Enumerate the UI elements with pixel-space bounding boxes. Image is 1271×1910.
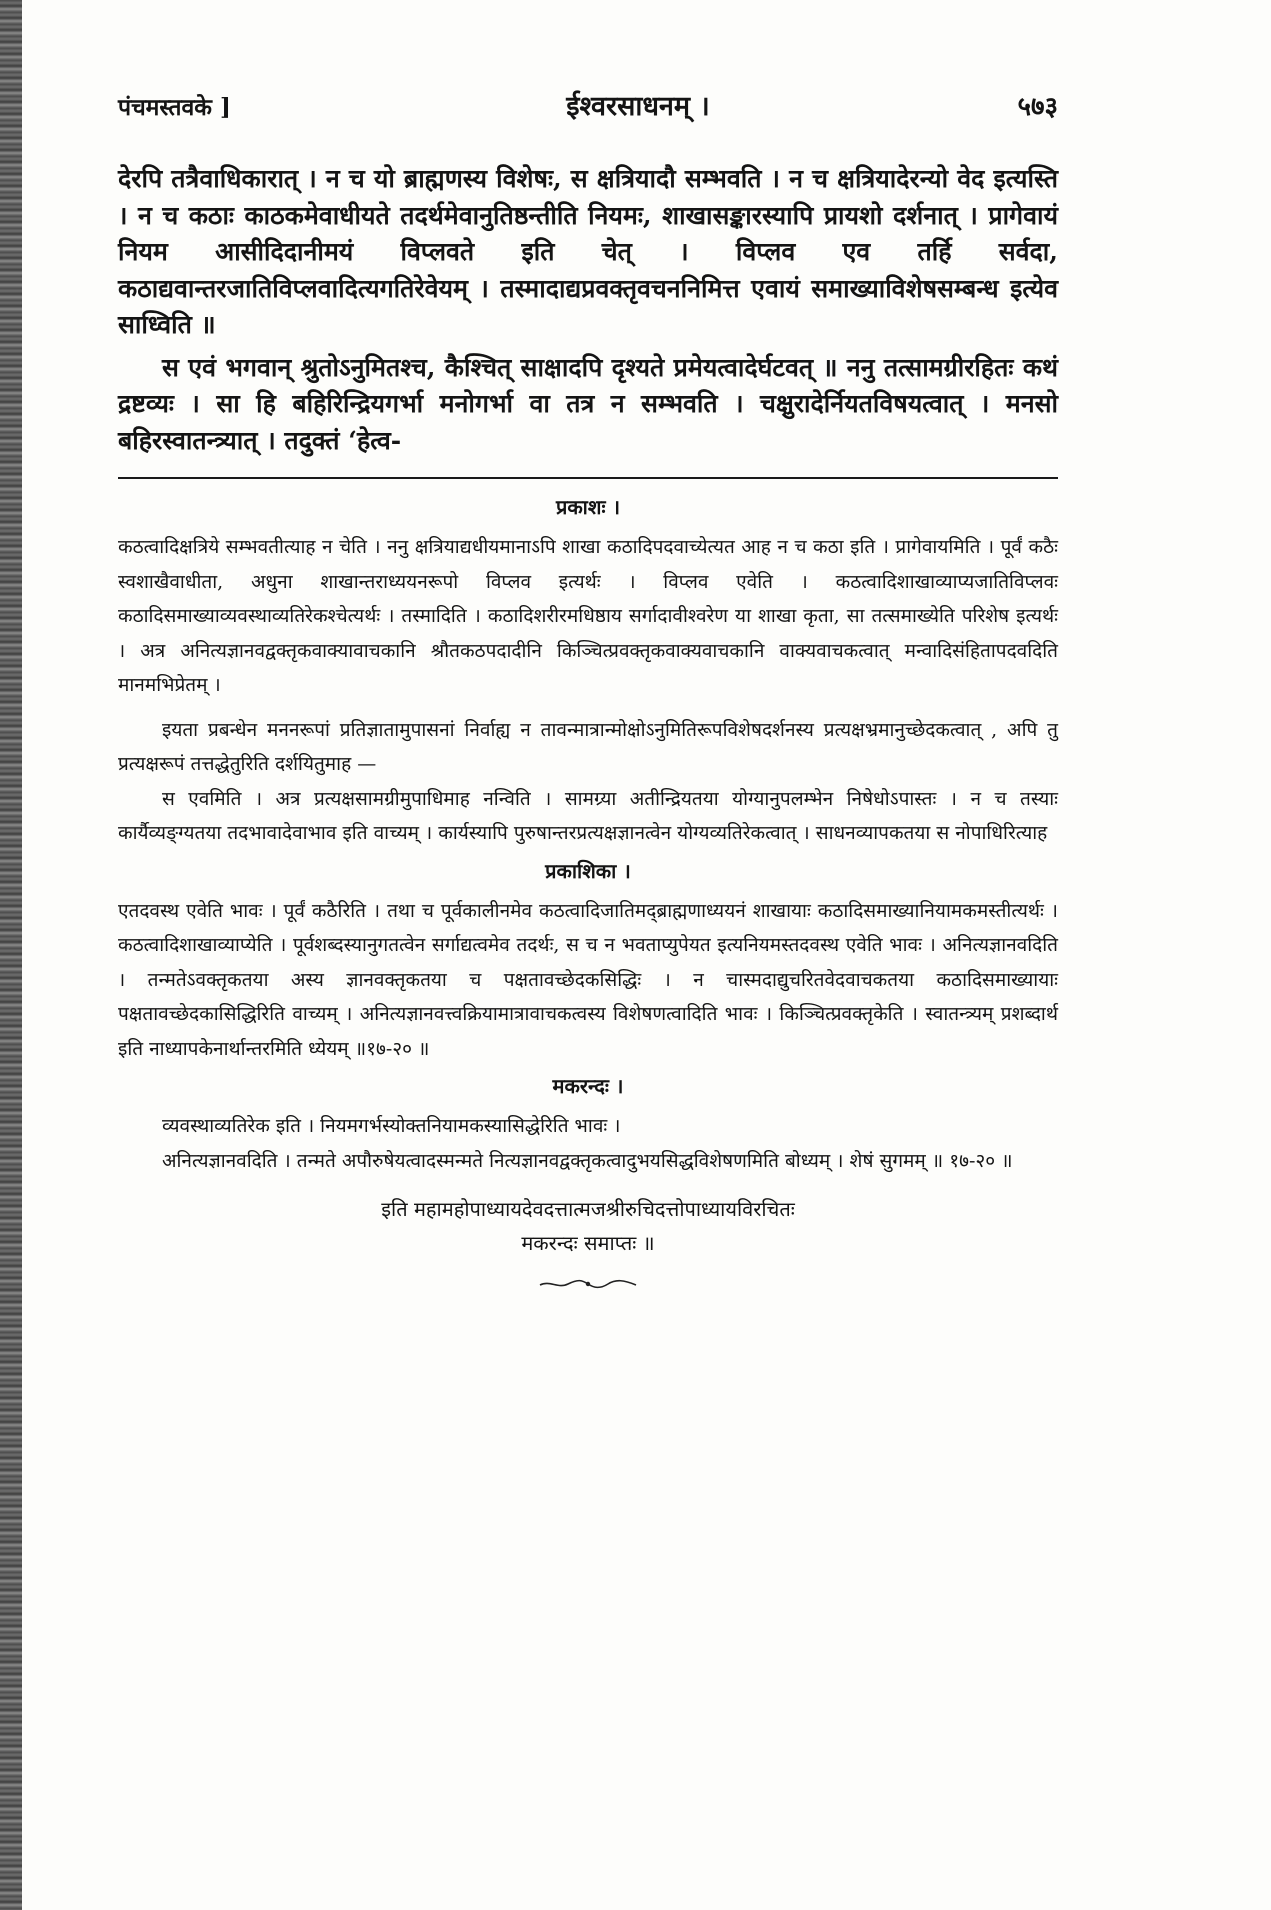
binding-edge [0,0,22,1910]
commentary-paragraph: एतदवस्थ एवेति भावः । पूर्वं कठैरिति । तथा च पूर्वकालीनमेव कठत्वादिजातिमद्ब्राह्मणाध्ययनं शाखायाः कठादिसमाख्यानियामकमस्तीत्यर्थः । कठत्वादिशाखाव्याप्येति । पूर्वशब्दस्यानुगतत्वेन सर्गाद्यत्वमेव तदर्थः, स च न भवताप्युपेयत इत्यनियमस्तदवस्थ एवेति भावः । अनित्यज्ञानवदिति । तन्मतेऽवक्तृकतया अस्य ज्ञानवक्तृकतया च पक्षतावच्छेदकसिद्धिः । न चास्मदाद्युचरितवेदवाचकतया कठादिसमाख्यायाः पक्षतावच्छेदकासिद्धिरिति वाच्यम् । अनित्यज्ञानवत्त्वक्रियामात्रावाचकत्वस्य विशेषणत्वादिति भावः । किञ्चित्प्रवक्तृकेति । स्वातन्त्र्यम् प्रशब्दार्थ इति नाध्यापकेनार्थान्तरमिति ध्येयम् ॥१७-२० ॥ [118,899,1058,1060]
main-paragraph: स एवं भगवान् श्रुतोऽनुमितश्च, कैश्चित् साक्षादपि दृश्यते प्रमेयत्वादेर्घटवत् ॥ ननु तत्सामग्रीरहितः कथं द्रष्टव्यः । सा हि बहिरिन्द्रियगर्भा मनोगर्भा वा तत्र न सम्भवति । चक्षुरादेर्नियतविषयत्वात् । मनसो बहिरस्वातन्त्र्यात् । तदुक्तं ‘हेत्व- [118,352,1058,455]
main-paragraph: देरपि तत्रैवाधिकारात् । न च यो ब्राह्मणस्य विशेषः, स क्षत्रियादौ सम्भवति । न च क्षत्रियादेरन्यो वेद इत्यस्ति । न च कठाः काठकमेवाधीयते तदर्थमेवानुतिष्ठन्तीति नियमः, शाखासङ्कारस्यापि प्रायशो दर्शनात् । प्रागेवायं नियम आसीदिदानीमयं विप्लवते इति चेत् । विप्लव एव तर्हि सर्वदा, कठाद्यवान्तरजातिविप्लवादित्यगतिरेवेयम् । तस्मादाद्यप्रवक्तृवचननिमित्त एवायं समाख्याविशेषसम्बन्ध इत्येव साध्विति ॥ [118,164,1058,339]
running-head-section: पंचमस्तवके ] [118,94,231,121]
commentary-paragraph: कठत्वादिक्षत्रिये सम्भवतीत्याह न चेति । ननु क्षत्रियाद्यधीयमानाऽपि शाखा कठादिपदवाच्येत्यत आह न च कठा इति । प्रागेवायमिति । पूर्वं कठैः स्वशाखैवाधीता, अधुना शाखान्तराध्ययनरूपो विप्लव इत्यर्थः । विप्लव एवेति । कठत्वादिशाखाव्याप्यजातिविप्लवः कठादिसमाख्याव्यवस्थाव्यतिरेकश्चेत्यर्थः । तस्मादिति । कठादिशरीरमधिष्ठाय सर्गादावीश्वरेण या शाखा कृता, सा तत्समाख्येति परिशेष इत्यर्थः । अत्र अनित्यज्ञानवद्वक्तृकवाक्यावाचकानि श्रौतकठपदादीनि किञ्चित्प्रवक्तृकवाक्यवाचकानि वाक्यवाचकत्वात् मन्वादिसंहितापदवदिति मानमभिप्रेतम् । [118,536,1058,696]
makaranda-heading: मकरन्दः । [552,1074,624,1098]
colophon [118,1192,1058,1290]
makaranda-commentary [118,1072,1058,1178]
prakashika-heading: प्रकाशिका । [545,858,631,883]
commentary-paragraph: स एवमिति । अत्र प्रत्यक्षसामग्रीमुपाधिमाह नन्विति । सामग्र्या अतीन्द्रियतया योग्यानुपलम्भेन निषेधोऽपास्तः । न च तस्याः कार्यैव्यङ्ग्यतया तदभावादेवाभाव इति वाच्यम् । कार्यस्यापि पुरुषान्तरप्रत्यक्षज्ञानत्वेन योग्यव्यतिरेकत्वात् । साधनव्यापकतया स नोपाधिरित्याह [118,787,1058,844]
colophon-end: मकरन्दः समाप्तः ॥ [521,1231,655,1255]
commentary-paragraph: व्यवस्थाव्यतिरेक इति । नियमगर्भस्योक्तनियामकस्यासिद्धेरिति भावः । [162,1115,621,1137]
main-text [118,161,1058,459]
ornament-icon [538,1278,638,1290]
prakasha-commentary [118,493,1058,851]
running-head-title: ईश्वरसाधनम् । [566,91,710,122]
running-head [118,86,1058,123]
section-divider [118,477,1058,479]
commentary-paragraph: अनित्यज्ञानवदिति । तन्मते अपौरुषेयत्वादस्मन्मते नित्यज्ञानवद्वक्तृकत्वादुभयसिद्धविशेषणमिति बोध्यम् । शेषं सुगमम् ॥ १७-२० ॥ [162,1149,1013,1172]
page-content [118,86,1058,1290]
prakasha-heading: प्रकाशः । [555,495,621,519]
colophon-line: इति महामहोपाध्यायदेवदत्तात्मजश्रीरुचिदत्तोपाध्यायविरचितः [381,1197,795,1221]
page-number: ५७३ [1017,92,1058,122]
prakashika-commentary [118,857,1058,1067]
commentary-paragraph: इयता प्रबन्धेन मननरूपां प्रतिज्ञातामुपासनां निर्वाह्य न तावन्मात्रान्मोक्षोऽनुमितिरूपविशेषदर्शनस्य प्रत्यक्षभ्रमानुच्छेदकत्वात् , अपि तु प्रत्यक्षरूपं तत्तद्धेतुरिति दर्शयितुमाह — [118,718,1058,775]
